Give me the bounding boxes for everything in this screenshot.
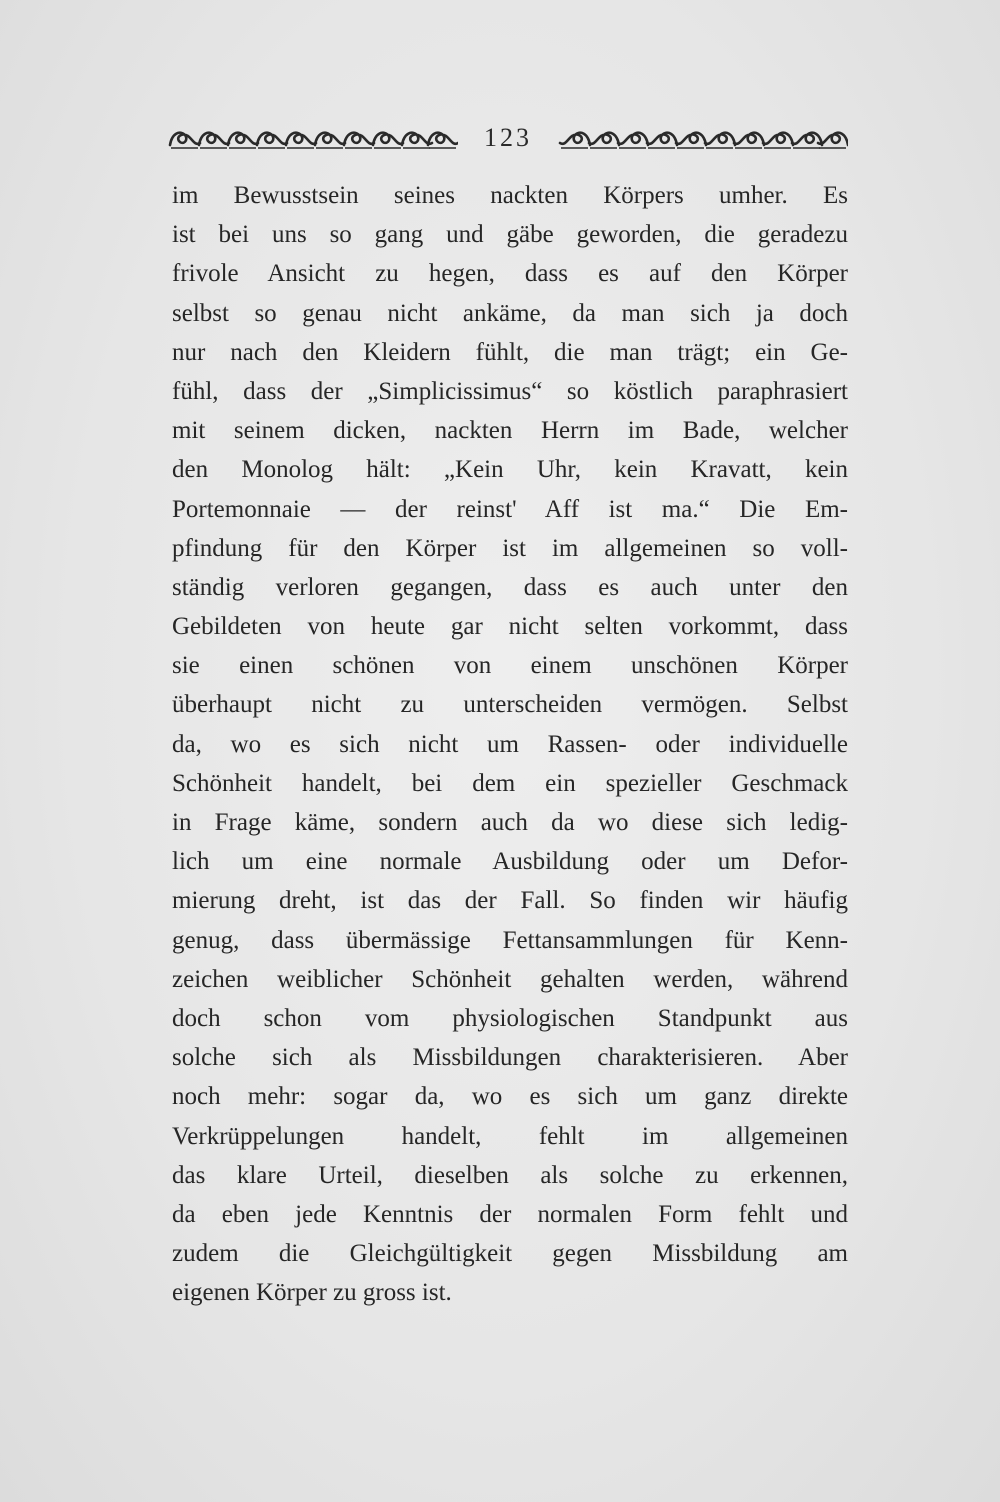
text-line: ständig verloren gegangen, dass es auch unter den <box>172 573 848 601</box>
text-line: da, wo es sich nicht um Rassen- oder individuelle <box>172 730 848 758</box>
text-line: pfindung für den Körper ist im allgemeinen so voll- <box>172 534 848 562</box>
text-line: selbst so genau nicht ankäme, da man sich ja doch <box>172 299 848 327</box>
ornament-left <box>168 124 458 152</box>
text-line: doch schon vom physiologischen Standpunkt aus <box>172 1004 848 1032</box>
text-line: zudem die Gleichgültigkeit gegen Missbildung am <box>172 1240 848 1268</box>
text-line: Gebildeten von heute gar nicht selten vorkommt, dass <box>172 613 848 641</box>
text-line: in Frage käme, sondern auch da wo diese sich ledig- <box>172 809 848 836</box>
text-line: mit seinem dicken, nackten Herrn im Bade, welcher <box>172 417 848 445</box>
text-line: noch mehr: sogar da, wo es sich um ganz direkte <box>172 1083 848 1111</box>
text-line: Schönheit handelt, bei dem ein spezieller Geschmack <box>172 769 848 797</box>
text-line: zeichen weiblicher Schönheit gehalten werden, während <box>172 965 848 993</box>
text-line: frivole Ansicht zu hegen, dass es auf den Körper <box>172 260 848 288</box>
text-line: nur nach den Kleidern fühlt, die man trägt; ein Ge- <box>172 338 848 366</box>
text-line: Verkrüppelungen handelt, fehlt im allgemeinen <box>172 1122 848 1150</box>
text-line: Portemonnaie — der reinst' Aff ist ma.“ Die Em- <box>172 495 848 523</box>
text-line: solche sich als Missbildungen charakterisieren. Aber <box>172 1044 848 1072</box>
text-line: im Bewusstsein seines nackten Körpers umher. Es <box>172 182 848 209</box>
ornament-right <box>558 124 848 152</box>
text-line: eigenen Körper zu gross ist. <box>172 1279 452 1307</box>
page-header <box>168 120 848 156</box>
body-text <box>172 176 848 1312</box>
text-line: lich um eine normale Ausbildung oder um Defor- <box>172 848 848 876</box>
text-line: fühl, dass der „Simplicissimus“ so köstlich paraphrasiert <box>172 377 848 405</box>
text-line: sie einen schönen von einem unschönen Körper <box>172 652 848 680</box>
page-number: 123 <box>484 123 532 152</box>
text-line: das klare Urteil, dieselben als solche zu erkennen, <box>172 1161 848 1189</box>
text-line: überhaupt nicht zu unterscheiden vermögen. Selbst <box>172 691 848 719</box>
text-line: den Monolog hält: „Kein Uhr, kein Kravatt, kein <box>172 456 848 484</box>
text-line: mierung dreht, ist das der Fall. So finden wir häufig <box>172 887 848 915</box>
text-line: genug, dass übermässige Fettansammlungen für Kenn- <box>172 926 848 954</box>
text-line: ist bei uns so gang und gäbe geworden, die geradezu <box>172 221 848 249</box>
text-line: da eben jede Kenntnis der normalen Form fehlt und <box>172 1200 848 1228</box>
